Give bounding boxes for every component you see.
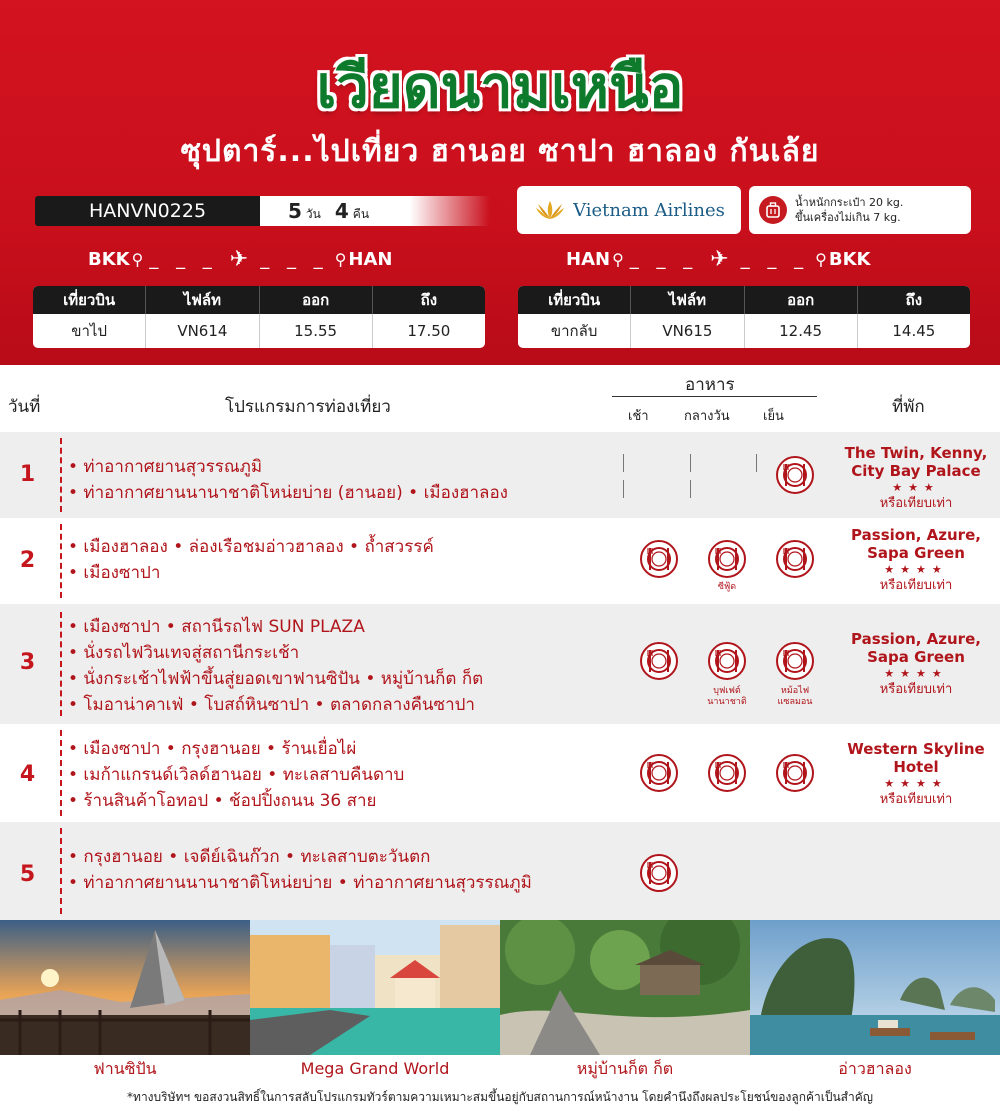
route-outbound [88, 246, 392, 272]
day-row [0, 822, 1000, 920]
nights-count: 4 [334, 199, 349, 223]
breakfast-meal-icon [640, 642, 678, 680]
col-day: วันที่ [8, 397, 41, 417]
flight-header: ออก [260, 286, 373, 314]
breakfast-meal-icon [640, 540, 678, 578]
hotel-name: The Twin, Kenny, City Bay Palace [844, 444, 988, 480]
col-dinner: เย็น [763, 409, 784, 424]
dashed-divider [60, 438, 62, 512]
route-dash: _ _ _ [629, 248, 699, 270]
flight-number: VN615 [631, 314, 744, 348]
meals-divider [612, 396, 817, 397]
flight-header: ออก [745, 286, 858, 314]
airline-name: Vietnam Airlines [573, 199, 725, 221]
program-line: • เมืองซาปา • สถานีรถไฟ SUN PLAZA [68, 617, 365, 637]
day-program [68, 844, 532, 896]
photo-cat-cat-village [500, 920, 750, 1055]
route-origin: BKK [88, 248, 130, 270]
header-banner [0, 0, 1000, 365]
route-dash: _ _ _ [740, 248, 810, 270]
photo-mega-grand-world [250, 920, 500, 1055]
day-program [68, 534, 434, 586]
breakfast-meal-icon [640, 854, 678, 892]
flight-header: ไฟล์ท [146, 286, 259, 314]
photo-caption: อ่าวฮาลอง [838, 1059, 912, 1078]
hotel-name: Passion, Azure, Sapa Green [851, 526, 981, 562]
photo-captions [0, 1055, 1000, 1083]
dinner-meal-icon [776, 754, 814, 792]
flight-number: VN614 [146, 314, 259, 348]
footnote: *ทางบริษัทฯ ขอสงวนสิทธิ์ในการสลับโปรแกรมทัวร์ตามความเหมาะสมขึ้นอยู่กับสถานการณ์หน้างาน โดยคำนึงถึงผลประโยชน์ของลูกค้าเป็นสำคัญ [127, 1090, 873, 1104]
meal-tick [690, 454, 691, 472]
day-program [68, 454, 508, 506]
day-number: 1 [19, 462, 36, 487]
lunch-meal-icon [708, 540, 746, 578]
flight-leg: ขาไป [33, 314, 146, 348]
flight-arrive: 14.45 [892, 322, 936, 340]
hotel-note: หรือเทียบเท่า [879, 578, 953, 593]
flight-header: ถึง [905, 291, 923, 309]
route-origin: HAN [566, 248, 611, 270]
program-line: • ท่าอากาศยานนานาชาติโหน่ยบ่าย • ท่าอากาศยานสุวรรณภูมิ [68, 873, 532, 893]
baggage-carryon: ขึ้นเครื่องไม่เกิน 7 kg. [795, 211, 901, 224]
location-pin-icon: ⚲ [612, 249, 624, 269]
nights-unit: คืน [352, 207, 370, 221]
breakfast-meal-icon [640, 754, 678, 792]
photo-caption: Mega Grand World [300, 1059, 450, 1078]
flight-depart: 15.55 [260, 314, 373, 348]
program-line: • กรุงฮานอย • เจดีย์เฉินก๊วก • ทะเลสาบตะวันตก [68, 847, 431, 867]
meal-tick [756, 454, 757, 472]
program-line: • ร้านสินค้าโอทอป • ช้อปปิ้งถนน 36 สาย [68, 791, 377, 811]
flight-leg: ขากลับ [518, 314, 631, 348]
route-dash: _ _ _ [149, 248, 218, 270]
program-line: • เมืองฮาลอง • ล่องเรือชมอ่าวฮาลอง • ถ้ำสวรรค์ [68, 537, 434, 557]
hotel-stars: ★★★ [892, 481, 940, 494]
hotel-note: หรือเทียบเท่า [879, 496, 953, 511]
day-number: 5 [19, 862, 36, 887]
dinner-note: หม้อไฟ แซลมอน [777, 686, 813, 707]
meal-tick [623, 480, 624, 498]
day-program [68, 614, 483, 718]
flight-table-return [518, 286, 970, 348]
day-row [0, 724, 1000, 822]
lunch-note: บุฟเฟต์ นานาชาติ [707, 686, 747, 707]
flight-header: เที่ยวบิน [518, 286, 631, 314]
duration-fade [410, 196, 490, 226]
day-program [68, 736, 404, 814]
col-meals: อาหาร [685, 375, 735, 395]
col-breakfast: เช้า [628, 409, 649, 424]
flight-depart: 12.45 [745, 314, 858, 348]
flight-header: เที่ยวบิน [33, 286, 146, 314]
col-lunch: กลางวัน [684, 409, 730, 424]
baggage-info [749, 186, 971, 234]
flight-table-outbound [33, 286, 485, 348]
program-line: • เมก้าแกรนด์เวิลด์ฮานอย • ทะเลสาบคืนดาบ [68, 765, 405, 785]
photo-strip [0, 920, 1000, 1055]
days-count: 5 [288, 199, 302, 223]
program-line: • ท่าอากาศยานสุวรรณภูมิ [68, 457, 263, 477]
meal-tick [690, 480, 691, 498]
hotel-note: หรือเทียบเท่า [879, 682, 953, 697]
dashed-divider [60, 828, 62, 914]
dinner-meal-icon [776, 540, 814, 578]
day-row [0, 604, 1000, 724]
airline-logo [517, 186, 741, 234]
dashed-divider [60, 524, 62, 598]
hotel-stars: ★★★★ [884, 667, 948, 680]
hotel-stars: ★★★★ [884, 777, 948, 790]
day-row [0, 518, 1000, 604]
location-pin-icon: ⚲ [131, 249, 144, 269]
location-pin-icon: ⚲ [334, 249, 347, 269]
hotel-name: Western Skyline Hotel [847, 740, 985, 776]
hotel-info [832, 740, 1000, 808]
page-subtitle: ซุปตาร์...ไปเที่ยว ฮานอย ซาปา ฮาลอง กันเล้ย [180, 134, 820, 169]
route-return [566, 246, 870, 272]
day-number: 2 [19, 548, 36, 573]
day-row [0, 432, 1000, 518]
hotel-info [832, 444, 1000, 512]
location-pin-icon: ⚲ [815, 249, 827, 269]
route-destination: BKK [828, 248, 871, 270]
airplane-icon: ✈ [710, 246, 729, 272]
lunch-meal-icon [708, 642, 746, 680]
day-number: 4 [19, 762, 36, 787]
hotel-stars: ★★★★ [884, 563, 948, 576]
itinerary-header [0, 365, 1000, 432]
days-unit: วัน [305, 207, 321, 221]
tour-code: HANVN0225 [35, 196, 260, 226]
dashed-divider [60, 730, 62, 816]
day-number: 3 [19, 650, 36, 675]
dinner-meal-icon [776, 642, 814, 680]
airplane-icon: ✈ [229, 246, 249, 272]
hotel-note: หรือเทียบเท่า [879, 792, 953, 807]
baggage-weight: น้ำหนักกระเป๋า 20 kg. [795, 196, 904, 209]
route-dash: _ _ _ [260, 248, 329, 270]
tour-duration [260, 196, 410, 226]
program-line: • เมืองซาปา • กรุงฮานอย • ร้านเยื่อไผ่ [68, 739, 357, 759]
hotel-info [832, 526, 1000, 594]
photo-caption: ฟานซิปัน [93, 1059, 157, 1078]
meal-tick [623, 454, 624, 472]
lunch-note: ซีฟู้ด [717, 582, 737, 592]
program-line: • โมอาน่าคาเฟ่ • โบสถ์หินซาปา • ตลาดกลางคืนซาปา [68, 695, 475, 715]
hotel-info [832, 630, 1000, 698]
photo-caption: หมู่บ้านก็ต ก็ต [576, 1059, 674, 1078]
lotus-icon [533, 199, 567, 221]
lunch-meal-icon [708, 754, 746, 792]
flight-header: ถึง [420, 291, 438, 309]
luggage-icon [759, 196, 787, 224]
col-hotel: ที่พัก [892, 397, 925, 417]
dinner-meal-icon [776, 456, 814, 494]
hotel-name: Passion, Azure, Sapa Green [851, 630, 981, 666]
route-destination: HAN [348, 248, 393, 270]
dashed-divider [60, 612, 62, 716]
program-line: • นั่งกระเช้าไฟฟ้าขึ้นสู่ยอดเขาฟานซิปัน • หมู่บ้านก็ต ก็ต [68, 669, 484, 689]
program-line: • ท่าอากาศยานนานาชาติโหน่ยบ่าย (ฮานอย) • เมืองฮาลอง [68, 483, 508, 503]
program-line: • เมืองซาปา [68, 563, 161, 583]
flight-arrive: 17.50 [407, 322, 451, 340]
col-program: โปรแกรมการท่องเที่ยว [225, 397, 391, 417]
page-title: เวียดนามเหนือ [316, 53, 684, 121]
flight-header: ไฟล์ท [631, 286, 744, 314]
program-line: • นั่งรถไฟวินเทจสู่สถานีกระเช้า [68, 643, 300, 663]
photo-halong-bay [750, 920, 1000, 1055]
photo-fansipan [0, 920, 250, 1055]
